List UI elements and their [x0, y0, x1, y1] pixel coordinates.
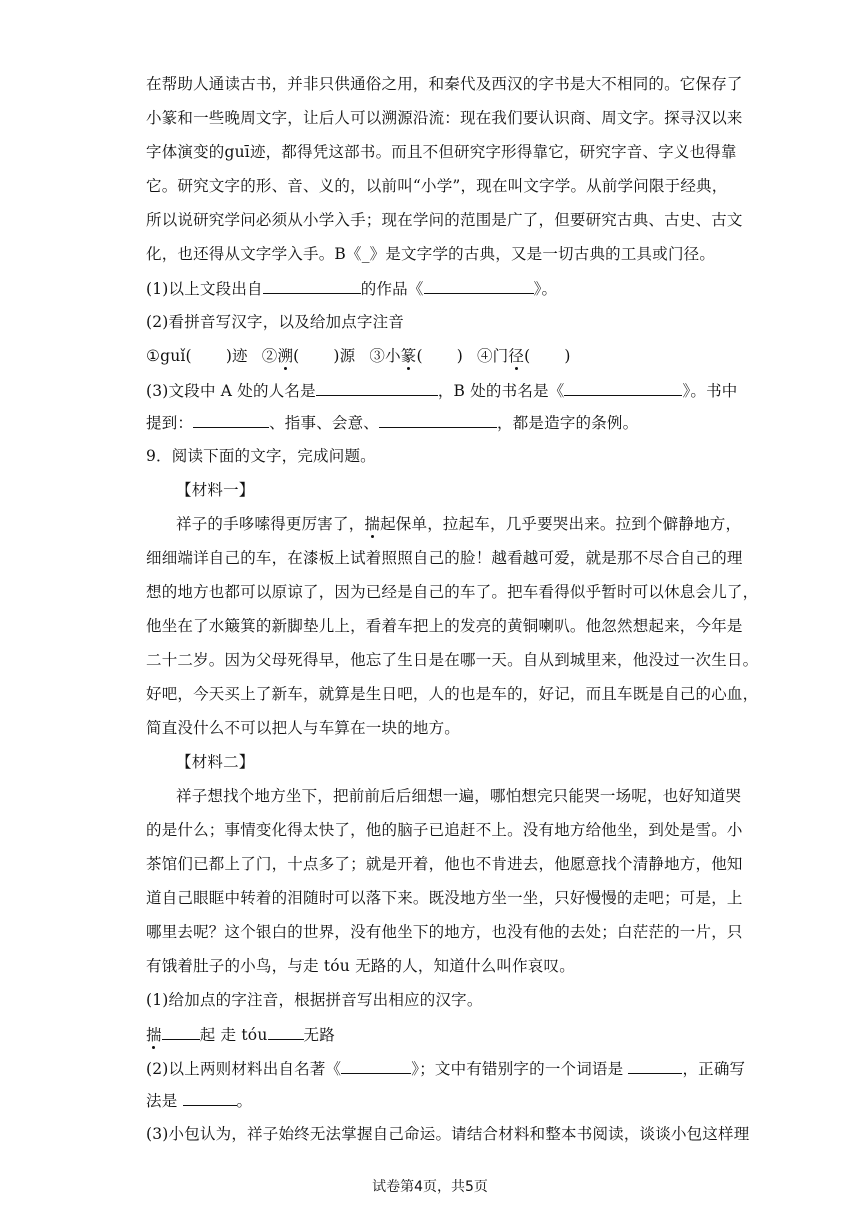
m1-dotted-char: 揣 — [364, 515, 381, 533]
question-9-2-line-1 — [146, 1058, 745, 1079]
q9-1-blank-1[interactable] — [162, 1024, 200, 1040]
material-2-line-5: 哪里去呢？这个银白的世界，没有他坐下的地方，也没有他的去处；白茫茫的一片，只 — [146, 923, 743, 941]
page-footer: 试卷第4页，共5页 — [372, 1179, 488, 1195]
q8-3-text-b: ，B 处的书名是《 — [437, 382, 565, 400]
q8-3-text-c: 》。书中 — [682, 382, 738, 400]
q8-3-blank-1[interactable] — [193, 412, 269, 428]
q8-3-text-a: (3)文段中 A 处的人名是 — [146, 382, 316, 400]
q8-2-item4-dotted-char: 径 — [508, 347, 525, 365]
question-8-1 — [146, 278, 557, 299]
q9-2-wrong-word-blank[interactable] — [628, 1058, 682, 1074]
q8-2-item2-c: )源 — [333, 347, 356, 365]
q9-2-book-blank[interactable] — [341, 1058, 411, 1074]
q9-2-text-e: 。 — [236, 1092, 253, 1110]
passage-line-3: 字体演变的guī迹，都得凭这部书。而且不但研究字形得靠它，研究字音、字义也得靠 — [146, 143, 737, 161]
q9-1-dotted-char: 揣 — [146, 1026, 162, 1044]
material-2-heading: 【材料二】 — [176, 753, 255, 771]
material-2-line-3: 茶馆们已都上了门，十点多了；就是开着，他也不肯进去，他愿意找个清静地方，他知 — [146, 855, 743, 873]
question-9-1-title: (1)给加点的字注音，根据拼音写出相应的汉字。 — [146, 991, 483, 1009]
q8-1-work-blank[interactable] — [424, 278, 534, 294]
q9-2-text-c: ，正确写 — [682, 1060, 746, 1078]
material-1-line-7: 简直没什么不可以把人与车算在一块的地方。 — [146, 719, 461, 737]
m1-line1-a: 祥子的手哆嗦得更厉害了， — [176, 515, 365, 533]
material-2-line-6: 有饿着肚子的小鸟，与走 tóu 无路的人，知道什么叫作哀叹。 — [146, 957, 575, 975]
material-2-line-4: 道自己眼眶中转着的泪随时可以落下来。既没地方坐一坐，只好慢慢的走吧；可是，上 — [146, 889, 743, 907]
question-9-title: 9．阅读下面的文字，完成问题。 — [146, 447, 376, 465]
q8-3-text-d: 提到： — [146, 414, 194, 432]
question-8-3-line-1 — [146, 380, 738, 401]
q9-2-text-b: 》；文中有错别字的一个词语是 — [411, 1060, 629, 1078]
question-9-2-line-2 — [146, 1090, 252, 1111]
material-1-line-1 — [176, 514, 741, 534]
material-2-line-2: 的是什么；事情变化得太快了，他的脑子已追赶不上。没有地方给他坐，到处是雪。小 — [146, 821, 743, 839]
material-2-line-1: 祥子想找个地方坐下，把前前后后细想一遍，哪怕想完只能哭一场呢，也好知道哭 — [176, 787, 742, 805]
question-8-3-line-2 — [146, 412, 638, 433]
q8-2-item4-c: ) — [564, 347, 571, 365]
passage-line-1: 在帮助人通读古书，并非只供通俗之用，和秦代及西汉的字书是大不相同的。它保存了 — [146, 75, 743, 93]
q8-3-name-blank[interactable] — [316, 380, 438, 396]
passage-line-4: 它。研究文字的形、音、义的，以前叫“小学”，现在叫文字学。从前学问限于经典， — [146, 177, 728, 195]
material-1-line-4: 他坐在了水簸箕的新脚垫儿上，看着车把上的发亮的黄铜喇叭。他忽然想起来，今年是 — [146, 617, 743, 635]
m1-line1-b: 起保单，拉起车，几乎要哭出来。拉到个僻静地方， — [380, 515, 742, 533]
q9-1-blank-2[interactable] — [268, 1024, 304, 1040]
q9-1-text-c: 无路 — [303, 1026, 335, 1044]
q8-1-text-b: 的作品《 — [360, 280, 424, 298]
q8-3-text-e: 、指事、会意、 — [269, 414, 380, 432]
passage-line-6: 化，也还得从文字学入手。B《_》是文字学的古典，又是一切古典的工具或门径。 — [146, 245, 716, 263]
question-9-3-line-1: (3)小包认为，祥子始终无法掌握自己命运。请结合材料和整本书阅读，谈谈小包这样理 — [146, 1125, 750, 1143]
q8-2-item4-b: ( — [524, 347, 531, 365]
passage-line-5: 所以说研究学问必须从小学入手；现在学问的范围是广了，但要研究古典、古史、古文 — [146, 211, 743, 229]
q8-2-item3-dotted-char: 篆 — [400, 347, 417, 365]
q8-2-item4-a: ④门 — [476, 347, 509, 365]
material-1-heading: 【材料一】 — [176, 481, 255, 499]
q8-2-item1-b: )迹 — [225, 347, 248, 365]
q8-2-item2-dotted-char: 溯 — [277, 347, 294, 365]
q8-3-book-blank[interactable] — [564, 380, 682, 396]
q8-3-blank-2[interactable] — [379, 412, 497, 428]
q8-1-author-blank[interactable] — [263, 278, 361, 294]
question-9-1-items — [146, 1024, 335, 1045]
q8-2-item2-a: ② — [261, 347, 278, 365]
q8-3-text-f: ，都是造字的条例。 — [497, 414, 639, 432]
question-8-2-items — [146, 346, 571, 366]
q8-1-text-a: (1)以上文段出自 — [146, 280, 263, 298]
q8-2-item3-b: ( — [416, 347, 423, 365]
q8-2-item3-a: ③小 — [369, 347, 401, 365]
passage-line-2: 小篆和一些晚周文字，让后人可以溯源沿流：现在我们要认识商、周文字。探寻汉以来 — [146, 109, 743, 127]
q9-2-text-d: 法是 — [146, 1092, 183, 1110]
question-8-2-title: (2)看拼音写汉字，以及给加点字注音 — [146, 313, 405, 331]
material-1-line-5: 二十二岁。因为父母死得早，他忘了生日是在哪一天。自从到城里来，他没过一次生日。 — [146, 651, 759, 669]
material-1-line-6: 好吧，今天买上了新车，就算是生日吧，人的也是车的，好记，而且车既是自己的心血， — [146, 685, 759, 703]
q8-2-item3-c: ) — [456, 347, 463, 365]
q9-2-correct-blank[interactable] — [183, 1090, 237, 1106]
q9-2-text-a: (2)以上两则材料出自名著《 — [146, 1060, 342, 1078]
q8-2-item2-b: ( — [293, 347, 300, 365]
q8-2-item1-a: ①guǐ( — [146, 347, 192, 365]
q9-1-text-b: 起 走 tóu — [199, 1026, 268, 1044]
material-1-line-3: 想的地方也都可以原谅了，因为已经是自己的车了。把车看得似乎暂时可以休息会儿了， — [146, 583, 759, 601]
material-1-line-2: 细细端详自己的车，在漆板上试着照照自己的脸！越看越可爱，就是那不尽合自己的理 — [146, 549, 743, 567]
q8-1-text-c: 》。 — [533, 280, 558, 298]
